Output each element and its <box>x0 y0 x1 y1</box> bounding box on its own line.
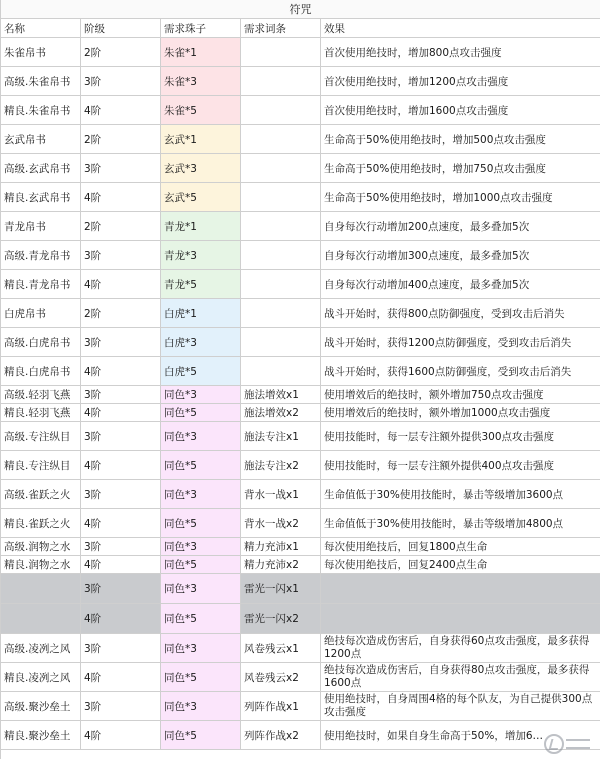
table-row <box>1 67 600 96</box>
cell-level[interactable]: 3阶 <box>81 692 161 721</box>
cell-effect[interactable]: 战斗开始时，获得1600点防御强度，受到攻击后消失 <box>321 357 600 386</box>
table-row <box>1 241 600 270</box>
cell-entry[interactable] <box>241 270 321 299</box>
cell-name[interactable]: 高级.青龙帛书 <box>1 241 81 270</box>
table-row <box>1 386 600 404</box>
cell-level[interactable]: 3阶 <box>81 574 161 604</box>
cell-beads[interactable]: 玄武*3 <box>161 154 241 183</box>
cell-beads[interactable]: 白虎*1 <box>161 299 241 328</box>
cell-beads[interactable]: 青龙*3 <box>161 241 241 270</box>
cell-level[interactable]: 3阶 <box>81 154 161 183</box>
cell-name[interactable]: 高级.专注纵目 <box>1 422 81 451</box>
cell-entry[interactable]: 施法增效x2 <box>241 404 321 422</box>
table-row <box>1 299 600 328</box>
cell-beads[interactable]: 朱雀*5 <box>161 96 241 125</box>
cell-beads[interactable]: 青龙*1 <box>161 212 241 241</box>
table-row <box>1 270 600 299</box>
watermark-text-mark <box>566 739 590 749</box>
cell-name[interactable]: 精良.凌冽之风 <box>1 663 81 692</box>
table-row <box>1 154 600 183</box>
cell-entry[interactable] <box>241 67 321 96</box>
cell-name[interactable]: 朱雀帛书 <box>1 38 81 67</box>
cell-beads[interactable]: 同色*3 <box>161 634 241 663</box>
cell-entry[interactable]: 背水一战x1 <box>241 480 321 509</box>
header-name[interactable]: 名称 <box>1 19 81 37</box>
cell-name[interactable]: 精良.轻羽飞燕 <box>1 404 81 422</box>
cell-name[interactable]: 高级.玄武帛书 <box>1 154 81 183</box>
cell-beads[interactable]: 朱雀*1 <box>161 38 241 67</box>
cell-effect[interactable]: 生命高于50%使用绝技时，增加500点攻击强度 <box>321 125 600 154</box>
cell-name[interactable]: 高级.轻羽飞燕 <box>1 386 81 404</box>
cell-name[interactable]: 高级.雀跃之火 <box>1 480 81 509</box>
table-row <box>1 422 600 451</box>
cell-effect[interactable]: 使用绝技时，自身周围4格的每个队友，为自己提供300点攻击强度 <box>321 692 600 721</box>
header-effect[interactable]: 效果 <box>321 19 600 37</box>
table-row <box>1 404 600 422</box>
table-row <box>1 328 600 357</box>
cell-level[interactable]: 4阶 <box>81 604 161 634</box>
cell-beads[interactable]: 白虎*3 <box>161 328 241 357</box>
cell-level[interactable]: 4阶 <box>81 404 161 422</box>
table-row <box>1 634 600 663</box>
table-row <box>1 663 600 692</box>
cell-level[interactable]: 4阶 <box>81 96 161 125</box>
cell-entry[interactable] <box>241 125 321 154</box>
cell-name[interactable]: 高级.聚沙垒土 <box>1 692 81 721</box>
cell-level[interactable]: 3阶 <box>81 634 161 663</box>
table-row <box>1 574 600 604</box>
cell-entry[interactable] <box>241 183 321 212</box>
cell-effect[interactable]: 自身每次行动增加400点速度，最多叠加5次 <box>321 270 600 299</box>
cell-name[interactable]: 高级.白虎帛书 <box>1 328 81 357</box>
table-row <box>1 357 600 386</box>
sheet-title: 符咒 <box>1 0 600 19</box>
cell-name[interactable]: 精良.润物之水 <box>1 556 81 574</box>
cell-beads[interactable]: 同色*5 <box>161 556 241 574</box>
header-entry[interactable]: 需求词条 <box>241 19 321 37</box>
cell-beads[interactable]: 同色*3 <box>161 422 241 451</box>
cell-beads[interactable]: 同色*3 <box>161 480 241 509</box>
cell-beads[interactable]: 白虎*5 <box>161 357 241 386</box>
cell-level[interactable]: 3阶 <box>81 538 161 556</box>
cell-effect[interactable]: 首次使用绝技时，增加1200点攻击强度 <box>321 67 600 96</box>
cell-level[interactable]: 4阶 <box>81 663 161 692</box>
cell-entry[interactable] <box>241 96 321 125</box>
cell-entry[interactable]: 精力充沛x2 <box>241 556 321 574</box>
cell-effect[interactable]: 首次使用绝技时，增加1600点攻击强度 <box>321 96 600 125</box>
cell-beads[interactable]: 同色*3 <box>161 692 241 721</box>
cell-effect[interactable]: 每次使用绝技后，回复1800点生命 <box>321 538 600 556</box>
cell-level[interactable]: 4阶 <box>81 509 161 538</box>
cell-name[interactable]: 高级.朱雀帛书 <box>1 67 81 96</box>
cell-entry[interactable] <box>241 212 321 241</box>
table-row <box>1 38 600 67</box>
cell-beads[interactable]: 同色*5 <box>161 404 241 422</box>
cell-effect[interactable]: 战斗开始时，获得1200点防御强度，受到攻击后消失 <box>321 328 600 357</box>
table-row <box>1 692 600 721</box>
cell-effect[interactable] <box>321 604 600 634</box>
table-row <box>1 451 600 480</box>
cell-level[interactable]: 2阶 <box>81 125 161 154</box>
cell-entry[interactable]: 雷光一闪x1 <box>241 574 321 604</box>
cell-beads[interactable]: 同色*3 <box>161 538 241 556</box>
cell-level[interactable]: 4阶 <box>81 357 161 386</box>
cell-entry[interactable]: 风卷残云x1 <box>241 634 321 663</box>
cell-entry[interactable]: 精力充沛x1 <box>241 538 321 556</box>
watermark-icon <box>544 734 564 754</box>
cell-effect[interactable]: 使用增效后的绝技时，额外增加1000点攻击强度 <box>321 404 600 422</box>
cell-name[interactable] <box>1 574 81 604</box>
watermark-logo <box>544 733 594 755</box>
cell-beads[interactable]: 同色*3 <box>161 386 241 404</box>
cell-beads[interactable]: 玄武*1 <box>161 125 241 154</box>
cell-name[interactable]: 精良.玄武帛书 <box>1 183 81 212</box>
cell-entry[interactable]: 雷光一闪x2 <box>241 604 321 634</box>
header-row <box>1 19 600 38</box>
cell-entry[interactable] <box>241 299 321 328</box>
table-body <box>1 38 600 750</box>
cell-level[interactable]: 4阶 <box>81 451 161 480</box>
cell-entry[interactable] <box>241 357 321 386</box>
cell-beads[interactable]: 同色*5 <box>161 663 241 692</box>
cell-name[interactable] <box>1 604 81 634</box>
cell-name[interactable]: 精良.白虎帛书 <box>1 357 81 386</box>
cell-level[interactable]: 3阶 <box>81 386 161 404</box>
cell-name[interactable]: 精良.朱雀帛书 <box>1 96 81 125</box>
cell-effect[interactable]: 使用技能时，每一层专注额外提供400点攻击强度 <box>321 451 600 480</box>
cell-name[interactable]: 精良.聚沙垒土 <box>1 721 81 750</box>
cell-name[interactable]: 青龙帛书 <box>1 212 81 241</box>
cell-entry[interactable]: 施法增效x1 <box>241 386 321 404</box>
cell-effect[interactable]: 首次使用绝技时，增加800点攻击强度 <box>321 38 600 67</box>
cell-level[interactable]: 2阶 <box>81 212 161 241</box>
table-row <box>1 480 600 509</box>
cell-beads[interactable]: 同色*5 <box>161 721 241 750</box>
cell-entry[interactable]: 列阵作战x2 <box>241 721 321 750</box>
cell-effect[interactable]: 战斗开始时，获得800点防御强度，受到攻击后消失 <box>321 299 600 328</box>
cell-entry[interactable]: 风卷残云x2 <box>241 663 321 692</box>
cell-beads[interactable]: 同色*5 <box>161 451 241 480</box>
cell-level[interactable]: 2阶 <box>81 38 161 67</box>
cell-level[interactable]: 3阶 <box>81 480 161 509</box>
cell-entry[interactable] <box>241 38 321 67</box>
cell-effect[interactable]: 使用绝技时，如果自身生命高于50%，增加6… <box>321 721 600 750</box>
cell-effect[interactable]: 生命高于50%使用绝技时，增加1000点攻击强度 <box>321 183 600 212</box>
cell-level[interactable]: 4阶 <box>81 721 161 750</box>
cell-name[interactable]: 高级.凌冽之风 <box>1 634 81 663</box>
cell-beads[interactable]: 同色*3 <box>161 574 241 604</box>
cell-effect[interactable]: 生命高于50%使用绝技时，增加750点攻击强度 <box>321 154 600 183</box>
table-row <box>1 721 600 750</box>
cell-name[interactable]: 精良.专注纵目 <box>1 451 81 480</box>
cell-entry[interactable]: 施法专注x1 <box>241 422 321 451</box>
table-row <box>1 556 600 574</box>
cell-beads[interactable]: 朱雀*3 <box>161 67 241 96</box>
table-row <box>1 538 600 556</box>
cell-level[interactable]: 2阶 <box>81 299 161 328</box>
header-level[interactable]: 阶级 <box>81 19 161 37</box>
cell-entry[interactable] <box>241 241 321 270</box>
cell-entry[interactable] <box>241 328 321 357</box>
cell-effect[interactable]: 自身每次行动增加300点速度，最多叠加5次 <box>321 241 600 270</box>
cell-level[interactable]: 4阶 <box>81 556 161 574</box>
table-row <box>1 604 600 634</box>
cell-beads[interactable]: 同色*5 <box>161 604 241 634</box>
cell-effect[interactable] <box>321 574 600 604</box>
header-beads[interactable]: 需求珠子 <box>161 19 241 37</box>
cell-effect[interactable]: 绝技每次造成伤害后，自身获得80点攻击强度，最多获得1600点 <box>321 663 600 692</box>
table-row <box>1 183 600 212</box>
cell-effect[interactable]: 绝技每次造成伤害后，自身获得60点攻击强度，最多获得1200点 <box>321 634 600 663</box>
cell-beads[interactable]: 同色*5 <box>161 509 241 538</box>
table-row <box>1 125 600 154</box>
cell-level[interactable]: 3阶 <box>81 328 161 357</box>
cell-effect[interactable]: 生命值低于30%使用技能时，暴击等级增加3600点 <box>321 480 600 509</box>
cell-effect[interactable]: 生命值低于30%使用技能时，暴击等级增加4800点 <box>321 509 600 538</box>
table-row <box>1 96 600 125</box>
table-row <box>1 212 600 241</box>
table-row <box>1 509 600 538</box>
cell-entry[interactable]: 施法专注x2 <box>241 451 321 480</box>
cell-level[interactable]: 3阶 <box>81 241 161 270</box>
cell-name[interactable]: 玄武帛书 <box>1 125 81 154</box>
cell-level[interactable]: 4阶 <box>81 183 161 212</box>
cell-name[interactable]: 白虎帛书 <box>1 299 81 328</box>
cell-entry[interactable]: 背水一战x2 <box>241 509 321 538</box>
cell-effect[interactable]: 使用增效后的绝技时，额外增加750点攻击强度 <box>321 386 600 404</box>
cell-entry[interactable] <box>241 154 321 183</box>
cell-entry[interactable]: 列阵作战x1 <box>241 692 321 721</box>
cell-effect[interactable]: 使用技能时，每一层专注额外提供300点攻击强度 <box>321 422 600 451</box>
cell-name[interactable]: 精良.雀跃之火 <box>1 509 81 538</box>
cell-name[interactable]: 高级.润物之水 <box>1 538 81 556</box>
cell-beads[interactable]: 青龙*5 <box>161 270 241 299</box>
cell-name[interactable]: 精良.青龙帛书 <box>1 270 81 299</box>
cell-level[interactable]: 3阶 <box>81 67 161 96</box>
cell-beads[interactable]: 玄武*5 <box>161 183 241 212</box>
cell-level[interactable]: 4阶 <box>81 270 161 299</box>
cell-effect[interactable]: 自身每次行动增加200点速度，最多叠加5次 <box>321 212 600 241</box>
cell-effect[interactable]: 每次使用绝技后，回复2400点生命 <box>321 556 600 574</box>
cell-level[interactable]: 3阶 <box>81 422 161 451</box>
